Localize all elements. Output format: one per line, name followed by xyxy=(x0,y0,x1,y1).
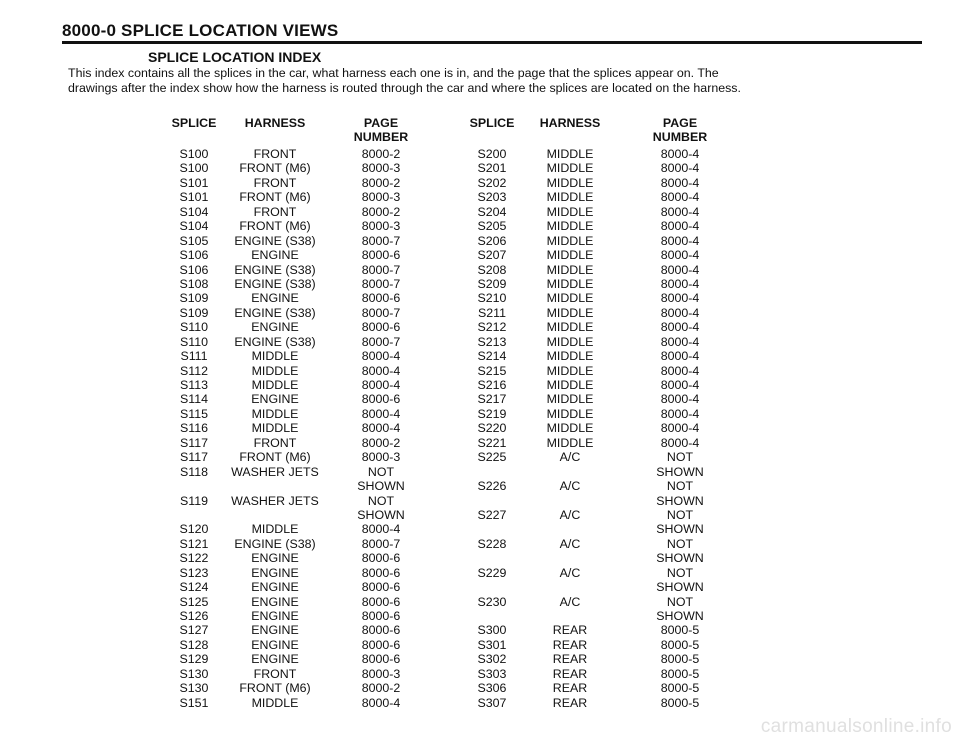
harness-right-cell: MIDDLE xyxy=(546,378,594,392)
table-row xyxy=(0,479,960,493)
harness-left-cell: ENGINE xyxy=(251,248,299,263)
table-row xyxy=(0,392,960,406)
page-left-cell: SHOWN xyxy=(357,479,405,494)
harness-right-cell: MIDDLE xyxy=(546,363,594,378)
page-right-cell: SHOWN xyxy=(656,464,704,479)
splice-left-cell: S114 xyxy=(179,392,209,407)
splice-left-cell: S113 xyxy=(179,378,209,392)
page-left-cell: 8000-3 xyxy=(361,450,401,465)
harness-left-cell: MIDDLE xyxy=(251,378,299,392)
page-right-cell: 8000-4 xyxy=(660,392,700,407)
header-number-left: NUMBER xyxy=(353,130,409,144)
harness-left-cell: ENGINE xyxy=(251,551,299,566)
page-left-cell: 8000-2 xyxy=(361,204,401,219)
splice-left-cell: S104 xyxy=(179,204,209,219)
table-row xyxy=(0,522,960,536)
harness-right-cell: A/C xyxy=(559,565,581,580)
table-row xyxy=(0,696,960,710)
page-right-cell: NOT xyxy=(666,565,694,580)
page-left-cell: 8000-6 xyxy=(361,320,401,335)
page-right-cell: 8000-4 xyxy=(660,349,700,364)
page-left-cell: 8000-4 xyxy=(361,406,401,421)
page-right-cell: 8000-4 xyxy=(660,219,700,234)
harness-left-cell: ENGINE xyxy=(251,594,299,609)
splice-right-cell: S209 xyxy=(477,276,507,291)
harness-right-cell: MIDDLE xyxy=(546,334,594,349)
page-left-cell: 8000-7 xyxy=(361,276,401,291)
page-right-cell: 8000-4 xyxy=(660,175,700,190)
splice-left-cell: S117 xyxy=(179,435,209,450)
page-right-cell: SHOWN xyxy=(656,609,704,623)
table-row xyxy=(0,450,960,464)
harness-left-cell: ENGINE xyxy=(251,609,299,623)
harness-left-cell: ENGINE xyxy=(251,652,299,667)
table-row xyxy=(0,667,960,681)
splice-right-cell: S301 xyxy=(477,637,507,652)
splice-right-cell: S230 xyxy=(477,594,507,609)
table-row xyxy=(0,234,960,248)
harness-right-cell: REAR xyxy=(552,637,588,652)
splice-right-cell: S229 xyxy=(477,565,507,580)
splice-right-cell: S211 xyxy=(477,305,507,320)
splice-right-cell: S225 xyxy=(477,450,507,465)
harness-left-cell: ENGINE xyxy=(251,320,299,335)
page-left-cell: 8000-4 xyxy=(361,695,401,710)
harness-left-cell: FRONT xyxy=(253,666,297,681)
splice-right-cell: S216 xyxy=(477,378,507,392)
page-left-cell: 8000-4 xyxy=(361,363,401,378)
table-row xyxy=(0,219,960,233)
harness-left-cell: ENGINE xyxy=(251,291,299,306)
splice-right-cell: S207 xyxy=(477,248,507,263)
splice-left-cell: S111 xyxy=(180,349,208,364)
harness-left-cell: MIDDLE xyxy=(251,406,299,421)
splice-left-cell: S101 xyxy=(179,190,209,205)
page-right-cell: 8000-4 xyxy=(660,305,700,320)
table-row xyxy=(0,494,960,508)
table-row xyxy=(0,566,960,580)
page-left-cell: SHOWN xyxy=(357,507,405,522)
page-right-cell: 8000-4 xyxy=(660,147,700,161)
table-row xyxy=(0,652,960,666)
page-right-cell: 8000-5 xyxy=(660,637,700,652)
splice-right-cell: S306 xyxy=(477,681,507,696)
harness-left-cell: MIDDLE xyxy=(251,363,299,378)
splice-left-cell: S129 xyxy=(179,652,209,667)
harness-left-cell: FRONT xyxy=(253,204,297,219)
page-left-cell: 8000-3 xyxy=(361,190,401,205)
table-row xyxy=(0,378,960,392)
page-right-cell: NOT xyxy=(666,507,694,522)
page-left-cell: NOT xyxy=(367,464,395,479)
splice-right-cell: S221 xyxy=(477,435,507,450)
page-left-cell: 8000-7 xyxy=(361,233,401,248)
harness-left-cell: FRONT (M6) xyxy=(239,681,311,696)
table-row xyxy=(0,277,960,291)
splice-left-cell: S110 xyxy=(179,334,209,349)
table-row xyxy=(0,291,960,305)
splice-right-cell: S217 xyxy=(477,392,507,407)
page-left-cell: 8000-6 xyxy=(361,637,401,652)
page-right-cell: SHOWN xyxy=(656,493,704,508)
table-row xyxy=(0,263,960,277)
harness-left-cell: ENGINE xyxy=(251,623,299,638)
splice-left-cell: S122 xyxy=(179,551,209,566)
page-right-cell: 8000-4 xyxy=(660,262,700,277)
harness-right-cell: MIDDLE xyxy=(546,305,594,320)
table-row xyxy=(0,161,960,175)
splice-left-cell: S120 xyxy=(179,522,209,537)
splice-right-cell: S302 xyxy=(477,652,507,667)
header-splice-left: SPLICE xyxy=(171,116,217,130)
splice-right-cell: S219 xyxy=(477,406,507,421)
splice-right-cell: S226 xyxy=(477,479,507,494)
table-row xyxy=(0,465,960,479)
page-left-cell: 8000-6 xyxy=(361,609,401,623)
splice-right-cell: S213 xyxy=(477,334,507,349)
page-right-cell: SHOWN xyxy=(656,522,704,537)
table-row xyxy=(0,623,960,637)
page-right-cell: 8000-4 xyxy=(660,291,700,306)
table-row xyxy=(0,551,960,565)
harness-left-cell: WASHER JETS xyxy=(231,493,319,508)
splice-left-cell: S123 xyxy=(179,565,209,580)
harness-right-cell: REAR xyxy=(552,695,588,710)
splice-left-cell: S125 xyxy=(179,594,209,609)
header-page-left: PAGE xyxy=(363,116,399,130)
harness-left-cell: FRONT (M6) xyxy=(239,219,311,234)
splice-right-cell: S303 xyxy=(477,666,507,681)
index-title: SPLICE LOCATION INDEX xyxy=(148,49,322,65)
page-right-cell: 8000-5 xyxy=(660,695,700,710)
splice-right-cell: S300 xyxy=(477,623,507,638)
page-right-cell: NOT xyxy=(666,594,694,609)
harness-left-cell: WASHER JETS xyxy=(231,464,319,479)
splice-left-cell: S124 xyxy=(179,580,209,595)
harness-left-cell: FRONT (M6) xyxy=(239,190,311,205)
page-right-cell: NOT xyxy=(666,479,694,494)
splice-left-cell: S119 xyxy=(179,493,209,508)
page-right-cell: NOT xyxy=(666,450,694,465)
splice-right-cell: S204 xyxy=(477,204,507,219)
harness-left-cell: FRONT (M6) xyxy=(239,450,311,465)
harness-right-cell: MIDDLE xyxy=(546,406,594,421)
splice-left-cell: S109 xyxy=(179,291,209,306)
page-left-cell: 8000-6 xyxy=(361,392,401,407)
table-row xyxy=(0,335,960,349)
page-header xyxy=(62,22,922,44)
table-row xyxy=(0,436,960,450)
page-left-cell: 8000-4 xyxy=(361,522,401,537)
page-left-cell: 8000-2 xyxy=(361,175,401,190)
table-row xyxy=(0,421,960,435)
page-left-cell: 8000-3 xyxy=(361,161,401,176)
page-right-cell: 8000-4 xyxy=(660,334,700,349)
table-row xyxy=(0,205,960,219)
page-left-cell: 8000-4 xyxy=(361,378,401,392)
table-row xyxy=(0,609,960,623)
page-right-cell: 8000-5 xyxy=(660,681,700,696)
splice-right-cell: S212 xyxy=(477,320,507,335)
harness-right-cell: A/C xyxy=(559,450,581,465)
splice-right-cell: S203 xyxy=(477,190,507,205)
page-left-cell: 8000-2 xyxy=(361,147,401,161)
page-right-cell: SHOWN xyxy=(656,580,704,595)
harness-right-cell: MIDDLE xyxy=(546,276,594,291)
splice-right-cell: S201 xyxy=(477,161,507,176)
harness-left-cell: FRONT xyxy=(253,435,297,450)
page-right-cell: 8000-4 xyxy=(660,406,700,421)
harness-left-cell: ENGINE (S38) xyxy=(234,536,316,551)
page-right-cell: 8000-4 xyxy=(660,378,700,392)
harness-right-cell: REAR xyxy=(552,623,588,638)
harness-right-cell: MIDDLE xyxy=(546,320,594,335)
harness-right-cell: A/C xyxy=(559,594,581,609)
header-harness-left: HARNESS xyxy=(244,116,306,130)
harness-left-cell: MIDDLE xyxy=(251,349,299,364)
page-right-cell: 8000-5 xyxy=(660,666,700,681)
splice-right-cell: S214 xyxy=(477,349,507,364)
splice-left-cell: S130 xyxy=(179,666,209,681)
harness-left-cell: MIDDLE xyxy=(251,522,299,537)
harness-right-cell: MIDDLE xyxy=(546,435,594,450)
table-row xyxy=(0,364,960,378)
page-left-cell: 8000-4 xyxy=(361,421,401,436)
splice-right-cell: S228 xyxy=(477,536,507,551)
page-left-cell: 8000-2 xyxy=(361,681,401,696)
page-right-cell: 8000-4 xyxy=(660,320,700,335)
splice-left-cell: S106 xyxy=(179,262,209,277)
splice-left-cell: S127 xyxy=(179,623,209,638)
splice-left-cell: S116 xyxy=(179,421,209,436)
splice-right-cell: S200 xyxy=(477,147,507,161)
intro-paragraph: This index contains all the splices in the car, what harness each one is in, and the page that the splices appear on. The drawings after the index show how the harness is routed through the car and where the splices are located on the harness. xyxy=(68,66,741,95)
harness-right-cell: A/C xyxy=(559,479,581,494)
header-splice-right: SPLICE xyxy=(469,116,515,130)
splice-index-table xyxy=(0,147,960,710)
harness-right-cell: A/C xyxy=(559,536,581,551)
harness-left-cell: FRONT (M6) xyxy=(239,161,311,176)
harness-right-cell: MIDDLE xyxy=(546,248,594,263)
table-row xyxy=(0,176,960,190)
table-row xyxy=(0,595,960,609)
page-left-cell: 8000-6 xyxy=(361,551,401,566)
page-right-cell: 8000-4 xyxy=(660,435,700,450)
splice-left-cell: S100 xyxy=(179,161,209,176)
harness-left-cell: ENGINE xyxy=(251,392,299,407)
page-left-cell: 8000-6 xyxy=(361,565,401,580)
splice-left-cell: S105 xyxy=(179,233,209,248)
page-right-cell: 8000-4 xyxy=(660,233,700,248)
splice-left-cell: S130 xyxy=(179,681,209,696)
splice-right-cell: S307 xyxy=(477,695,507,710)
splice-left-cell: S112 xyxy=(179,363,209,378)
page-left-cell: 8000-3 xyxy=(361,219,401,234)
page-left-cell: 8000-7 xyxy=(361,536,401,551)
page-right-cell: 8000-5 xyxy=(660,623,700,638)
splice-left-cell: S106 xyxy=(179,248,209,263)
page-right-cell: 8000-4 xyxy=(660,248,700,263)
splice-left-cell: S115 xyxy=(179,406,209,421)
page-right-cell: NOT xyxy=(666,536,694,551)
page-right-cell: 8000-4 xyxy=(660,276,700,291)
splice-left-cell: S109 xyxy=(179,305,209,320)
harness-right-cell: A/C xyxy=(559,507,581,522)
page-left-cell: 8000-7 xyxy=(361,334,401,349)
page-right-cell: SHOWN xyxy=(656,551,704,566)
table-row xyxy=(0,349,960,363)
harness-right-cell: MIDDLE xyxy=(546,392,594,407)
page-right-cell: 8000-4 xyxy=(660,190,700,205)
page-right-cell: 8000-5 xyxy=(660,652,700,667)
splice-left-cell: S128 xyxy=(179,637,209,652)
harness-right-cell: REAR xyxy=(552,666,588,681)
harness-left-cell: FRONT xyxy=(253,175,297,190)
harness-left-cell: MIDDLE xyxy=(251,695,299,710)
splice-left-cell: S117 xyxy=(179,450,209,465)
table-row xyxy=(0,681,960,695)
splice-left-cell: S110 xyxy=(179,320,209,335)
table-row xyxy=(0,190,960,204)
watermark-text: carmanualsonline.info xyxy=(760,716,952,737)
harness-right-cell: REAR xyxy=(552,681,588,696)
splice-left-cell: S126 xyxy=(179,609,209,623)
harness-right-cell: MIDDLE xyxy=(546,204,594,219)
harness-left-cell: ENGINE xyxy=(251,580,299,595)
harness-left-cell: ENGINE (S38) xyxy=(234,233,316,248)
splice-right-cell: S208 xyxy=(477,262,507,277)
page-left-cell: 8000-6 xyxy=(361,291,401,306)
header-number-right: NUMBER xyxy=(652,130,708,144)
splice-right-cell: S227 xyxy=(477,507,507,522)
splice-left-cell: S101 xyxy=(179,175,209,190)
harness-right-cell: MIDDLE xyxy=(546,349,594,364)
table-row xyxy=(0,248,960,262)
header-page-right: PAGE xyxy=(662,116,698,130)
harness-left-cell: FRONT xyxy=(253,147,297,161)
page-left-cell: 8000-4 xyxy=(361,349,401,364)
table-row xyxy=(0,638,960,652)
table-row xyxy=(0,537,960,551)
splice-right-cell: S205 xyxy=(477,219,507,234)
harness-left-cell: ENGINE xyxy=(251,565,299,580)
table-row xyxy=(0,147,960,161)
table-row xyxy=(0,407,960,421)
page-left-cell: 8000-6 xyxy=(361,580,401,595)
page-left-cell: NOT xyxy=(367,493,395,508)
page-left-cell: 8000-3 xyxy=(361,666,401,681)
page-left-cell: 8000-6 xyxy=(361,594,401,609)
page-left-cell: 8000-6 xyxy=(361,623,401,638)
page-left-cell: 8000-7 xyxy=(361,262,401,277)
splice-right-cell: S215 xyxy=(477,363,507,378)
splice-right-cell: S210 xyxy=(477,291,507,306)
harness-left-cell: ENGINE xyxy=(251,637,299,652)
page-left-cell: 8000-6 xyxy=(361,248,401,263)
splice-left-cell: S100 xyxy=(179,147,209,161)
harness-right-cell: MIDDLE xyxy=(546,175,594,190)
harness-left-cell: ENGINE (S38) xyxy=(234,276,316,291)
harness-left-cell: ENGINE (S38) xyxy=(234,334,316,349)
table-row xyxy=(0,580,960,594)
splice-right-cell: S202 xyxy=(477,175,507,190)
harness-left-cell: ENGINE (S38) xyxy=(234,305,316,320)
splice-left-cell: S108 xyxy=(179,276,209,291)
header-harness-right: HARNESS xyxy=(539,116,601,130)
harness-right-cell: REAR xyxy=(552,652,588,667)
splice-left-cell: S104 xyxy=(179,219,209,234)
table-row xyxy=(0,320,960,334)
page-header-title: 8000-0 SPLICE LOCATION VIEWS xyxy=(62,21,339,40)
harness-right-cell: MIDDLE xyxy=(546,421,594,436)
page-left-cell: 8000-7 xyxy=(361,305,401,320)
harness-right-cell: MIDDLE xyxy=(546,233,594,248)
splice-left-cell: S151 xyxy=(179,695,209,710)
page-right-cell: 8000-4 xyxy=(660,204,700,219)
table-row xyxy=(0,306,960,320)
splice-right-cell: S206 xyxy=(477,233,507,248)
page-right-cell: 8000-4 xyxy=(660,421,700,436)
page-right-cell: 8000-4 xyxy=(660,363,700,378)
splice-left-cell: S121 xyxy=(179,536,209,551)
harness-right-cell: MIDDLE xyxy=(546,147,594,161)
page-left-cell: 8000-2 xyxy=(361,435,401,450)
harness-right-cell: MIDDLE xyxy=(546,262,594,277)
splice-left-cell: S118 xyxy=(179,464,209,479)
harness-left-cell: MIDDLE xyxy=(251,421,299,436)
harness-right-cell: MIDDLE xyxy=(546,190,594,205)
page-left-cell: 8000-6 xyxy=(361,652,401,667)
splice-right-cell: S220 xyxy=(477,421,507,436)
harness-right-cell: MIDDLE xyxy=(546,291,594,306)
harness-right-cell: MIDDLE xyxy=(546,219,594,234)
table-row xyxy=(0,508,960,522)
harness-left-cell: ENGINE (S38) xyxy=(234,262,316,277)
page-right-cell: 8000-4 xyxy=(660,161,700,176)
harness-right-cell: MIDDLE xyxy=(546,161,594,176)
